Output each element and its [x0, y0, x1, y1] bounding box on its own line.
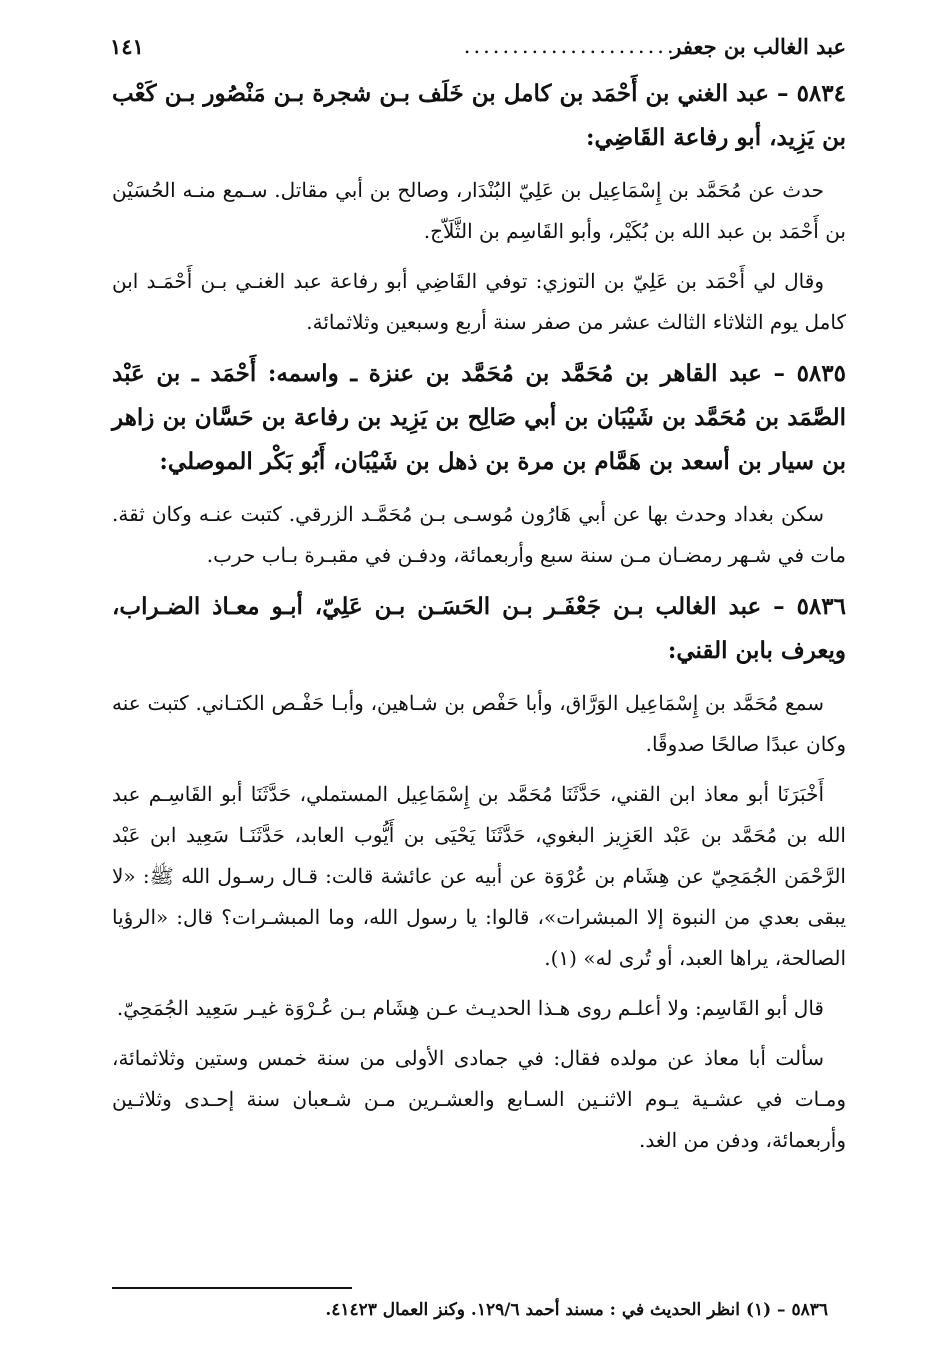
- entry-paragraph: قال أبو القَاسِم: ولا أعلـم روى هـذا الحديـث عـن هِشَام بـن عُـرْوَة غيـر سَعِيد الجُمَحِيّ.: [116, 996, 824, 1020]
- entry-paragraph: سألت أبا معاذ عن مولده فقال: في جمادى الأولى من سنة خمس وستين وثلاثمائة، ومـات في عشـية يـوم الاثنـين السـابع والعشـرين مـن شـعبان سنة إحـدى وثلاثـين وأربعمائة، ودفن من الغد.: [112, 1046, 846, 1152]
- page-body: [112, 72, 846, 1366]
- entry-paragraph: وقال لي أَحْمَد بن عَلِيّ بن التوزي: توفي القَاضِي أبو رفاعة عبد الغنـي بـن أَحْمَـد ابن كامل يوم الثلاثاء الثالث عشر من صفر سنة أربع وسبعين وثلاثمائة.: [112, 269, 846, 334]
- running-header: [110, 34, 846, 66]
- header-title: عبد الغالب بن جعفر: [671, 34, 846, 59]
- entry-heading: ٥٨٣٤ – عبد الغني بن أَحْمَد بن كامل بن خَلَف بـن شجرة بـن مَنْصُور بـن كَعْب بن يَزِيد، أبو رفاعة القَاضِي:: [112, 80, 846, 151]
- entry-paragraph: سكن بغداد وحدث بها عن أبي هَارُون مُوسـى بـن مُحَمَّـد الزرقي. كتبت عنـه وكان ثقة. مات في شـهر رمضـان مـن سنة سبع وأربعمائة، ودفـن في مقبـرة بـاب حرب.: [112, 502, 846, 567]
- entry-paragraph: أَخْبَرَنَا أبو معاذ ابن القني، حَدَّثَنَا مُحَمَّد بن إِسْمَاعِيل المستملي، حَدَّثَنَا أبو القَاسِـم عبد الله بن مُحَمَّد بن عَبْد العَزِيز البغوي، حَدَّثَنَا يَحْيَى بن أَيُّوب العابد، حَدَّثَنَـا سَعِيد ابن عَبْد الرَّحْمَن الجُمَحِيّ عن هِشَام بن عُرْوَة عن أبيه عن عائشة قالت: قـال رسـول الله ﷺ: «لا يبقى بعدي من النبوة إلا المبشرات»، قالوا: يا رسول الله، وما المبشـرات؟ قال: «الرؤيا الصالحة، يراها العبد، أو تُرى له» (١).: [112, 782, 846, 970]
- entry-5835: [112, 352, 846, 576]
- footnote-divider: [112, 1287, 352, 1289]
- entry-paragraph: سمع مُحَمَّد بن إِسْمَاعِيل الوَرَّاق، وأبا حَفْص بن شـاهين، وأبـا حَفْـص الكتـاني. كتبت عنه وكان عبدًا صالحًا صدوقًا.: [112, 691, 846, 756]
- header-leader-dots: ........................: [463, 34, 696, 58]
- footnote: ٥٨٣٦ – (١) انظر الحديث في : مسند أحمد ١٢٩/٦. وكنز العمال ٤١٤٢٣.: [325, 1300, 828, 1320]
- entry-paragraph: حدث عن مُحَمَّد بن إِسْمَاعِيل بن عَلِيّ البُنْدَار، وصالح بن أبي مقاتل. سـمع منـه الحُسَيْن بن أَحْمَد بن عبد الله بن بُكَيْر، وأبو القَاسِم بن الثَّلَاّج.: [112, 178, 846, 243]
- page-number: ١٤١: [110, 34, 144, 59]
- entry-heading: ٥٨٣٥ – عبد القاهر بن مُحَمَّد بن مُحَمَّد بن عنزة ـ واسمه: أَحْمَد ـ بن عَبْد الصَّمَد بن مُحَمَّد بن شَيْبَان بن أبي صَالِح بن يَزِيد بن رفاعة بن حَسَّان بن زاهر بن سيار بن أسعد بن هَمَّام بن مرة بن ذهل بن شَيْبَان، أَبُو بَكْر الموصلي:: [112, 360, 846, 475]
- entry-heading: ٥٨٣٦ – عبد الغالب بـن جَعْفَـر بـن الحَسَـن بـن عَلِيّ، أبـو معـاذ الضـراب، ويعرف بابن القني:: [112, 593, 846, 664]
- entry-5836: [112, 585, 846, 1161]
- entry-5834: [112, 72, 846, 343]
